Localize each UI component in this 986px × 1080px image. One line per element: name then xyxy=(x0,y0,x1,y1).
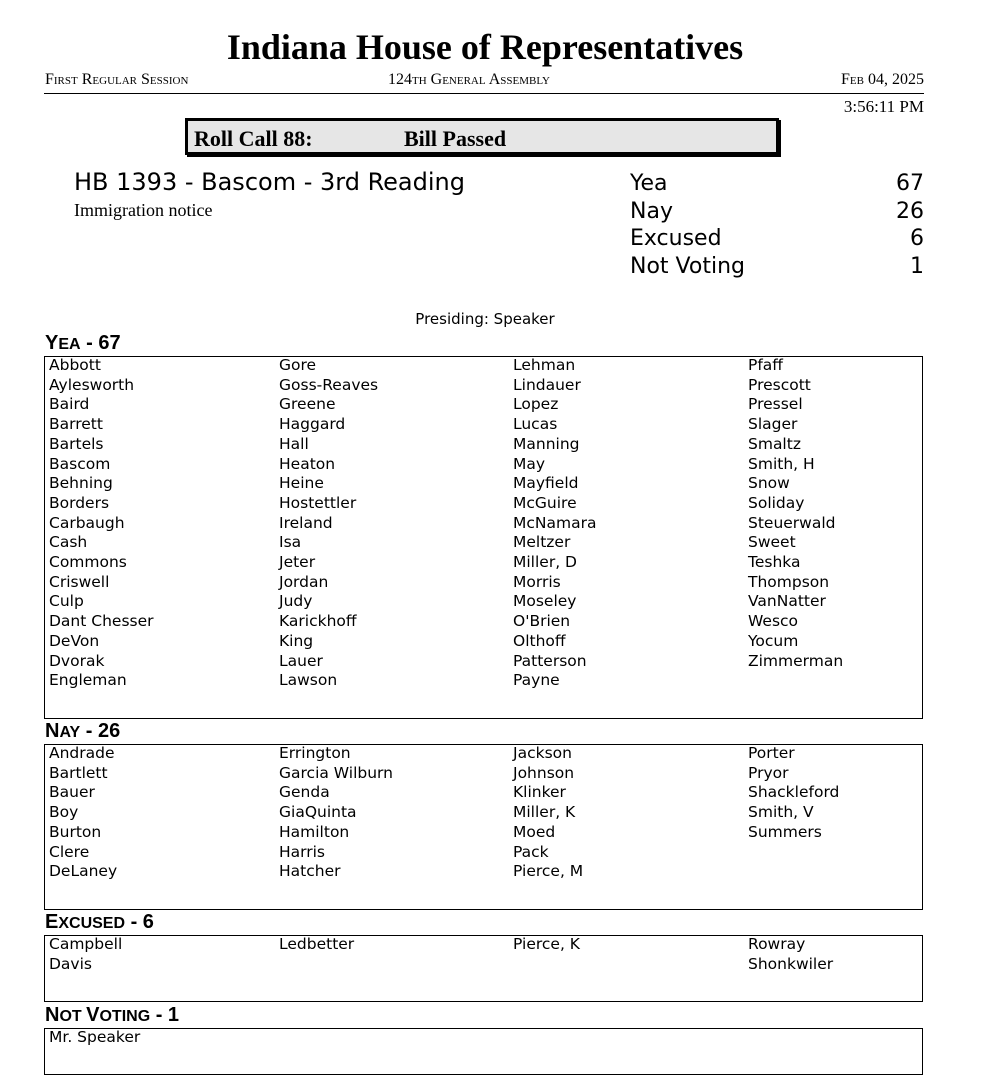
not-voting-heading xyxy=(45,1004,179,1027)
member-name: Pressel xyxy=(748,395,803,414)
member-name: Hostettler xyxy=(279,493,357,512)
tally-label-excused: Excused xyxy=(630,226,722,251)
member-name: Mayfield xyxy=(513,474,579,493)
tally-label-yea: Yea xyxy=(630,171,668,196)
excused-heading-count: - 6 xyxy=(125,911,154,933)
member-name: Lawson xyxy=(279,671,338,690)
member-name: McNamara xyxy=(513,513,597,532)
header-rule xyxy=(44,93,924,94)
member-name: Dvorak xyxy=(49,651,105,670)
member-name: Wesco xyxy=(748,612,799,631)
member-name: Patterson xyxy=(513,651,587,670)
bill-title: HB 1393 - Bascom - 3rd Reading xyxy=(74,168,465,196)
member-name: Porter xyxy=(748,744,795,762)
member-name: King xyxy=(279,631,314,650)
member-name: Lopez xyxy=(513,395,559,414)
member-name: Ledbetter xyxy=(279,935,355,953)
member-name: Bartels xyxy=(49,434,104,453)
roll-call-banner xyxy=(185,118,779,155)
member-name: DeVon xyxy=(49,631,100,650)
member-name: Goss-Reaves xyxy=(279,375,379,394)
member-name: Jackson xyxy=(513,744,572,762)
member-name: Jordan xyxy=(279,572,329,591)
member-name: Burton xyxy=(49,822,102,841)
member-name: Pierce, K xyxy=(513,935,580,953)
roll-call-result: Bill Passed xyxy=(404,126,507,151)
member-name: Lehman xyxy=(513,356,576,374)
not-voting-heading-initial-2: V xyxy=(86,1004,100,1026)
member-name: Haggard xyxy=(279,415,346,434)
member-name: Manning xyxy=(513,434,580,453)
member-name: Miller, K xyxy=(513,803,576,822)
member-name: Lucas xyxy=(513,415,558,434)
vote-date: Feb 04, 2025 xyxy=(841,71,924,88)
member-name: Pack xyxy=(513,842,549,861)
nay-heading-rest: AY xyxy=(59,724,81,741)
member-name: Yocum xyxy=(748,631,799,650)
member-name: Rowray xyxy=(748,935,806,953)
member-name: Summers xyxy=(748,822,822,841)
member-name: Prescott xyxy=(748,375,811,394)
member-name: Hall xyxy=(279,434,309,453)
member-name: Errington xyxy=(279,744,351,762)
nay-heading xyxy=(45,720,120,743)
member-name: Karickhoff xyxy=(279,612,357,631)
nay-heading-count: - 26 xyxy=(80,720,121,742)
member-name: Shonkwiler xyxy=(748,954,834,973)
member-name: Smaltz xyxy=(748,434,801,453)
member-name: Ireland xyxy=(279,513,333,532)
not-voting-heading-initial: N xyxy=(45,1004,60,1026)
member-name: Teshka xyxy=(748,553,801,571)
member-name: Campbell xyxy=(49,935,123,953)
presiding-officer: Presiding: Speaker xyxy=(415,310,555,328)
tally-value-not-voting: 1 xyxy=(910,254,924,279)
member-name: McGuire xyxy=(513,493,577,512)
member-name: Miller, D xyxy=(513,553,577,571)
member-name: Steuerwald xyxy=(748,513,836,532)
excused-heading-rest: XCUSED xyxy=(58,915,126,932)
member-name: Commons xyxy=(49,553,127,571)
member-name: Snow xyxy=(748,474,790,493)
member-name: Engleman xyxy=(49,671,127,690)
member-name: Clere xyxy=(49,842,90,861)
member-name: Pryor xyxy=(748,763,789,782)
excused-heading-initial: E xyxy=(45,911,59,933)
member-name: Heine xyxy=(279,474,324,493)
yea-heading xyxy=(45,332,121,355)
member-name: Slager xyxy=(748,415,798,434)
member-name: Garcia Wilburn xyxy=(279,763,393,782)
member-name: Dant Chesser xyxy=(49,612,154,631)
member-name: Meltzer xyxy=(513,533,571,552)
member-name: May xyxy=(513,454,546,473)
not-voting-heading-count: - 1 xyxy=(150,1004,180,1026)
member-name: Criswell xyxy=(49,572,110,591)
tally-value-yea: 67 xyxy=(896,171,924,196)
member-name: Cash xyxy=(49,533,88,552)
excused-heading xyxy=(45,911,154,934)
member-name: Lauer xyxy=(279,651,323,670)
member-name: Baird xyxy=(49,395,90,414)
bill-description: Immigration notice xyxy=(74,200,213,220)
member-name: Greene xyxy=(279,395,336,414)
member-name: Soliday xyxy=(748,493,805,512)
member-name: Olthoff xyxy=(513,631,566,650)
yea-list-box xyxy=(44,356,923,719)
member-name: Smith, H xyxy=(748,454,815,473)
assembly-label: 124th General Assembly xyxy=(388,71,550,88)
member-name: Barrett xyxy=(49,415,103,434)
member-name: Pierce, M xyxy=(513,862,584,881)
member-name: Sweet xyxy=(748,533,796,552)
member-name: Heaton xyxy=(279,454,336,473)
member-name: Bascom xyxy=(49,454,111,473)
member-name: Thompson xyxy=(748,572,830,591)
member-name: Smith, V xyxy=(748,803,814,822)
member-name: Judy xyxy=(279,592,313,611)
member-name: Harris xyxy=(279,842,326,861)
member-name: Culp xyxy=(49,592,84,611)
tally-label-not-voting: Not Voting xyxy=(630,254,745,279)
member-name: Carbaugh xyxy=(49,513,125,532)
member-name: Boy xyxy=(49,803,79,822)
member-name: Shackleford xyxy=(748,783,840,802)
member-name: Bartlett xyxy=(49,763,108,782)
session-label: First Regular Session xyxy=(45,71,189,88)
tally-value-excused: 6 xyxy=(910,226,924,251)
member-name: Mr. Speaker xyxy=(49,1028,141,1046)
not-voting-heading-rest-2: OTING xyxy=(99,1008,151,1025)
document-title: Indiana House of Representatives xyxy=(226,27,744,67)
member-name: Johnson xyxy=(513,763,575,782)
member-name: VanNatter xyxy=(748,592,826,611)
yea-heading-rest: EA xyxy=(58,336,81,353)
not-voting-heading-rest: OT xyxy=(59,1008,87,1025)
member-name: Lindauer xyxy=(513,375,581,394)
roll-call-number: Roll Call 88: xyxy=(194,126,313,151)
member-name: Jeter xyxy=(279,553,316,571)
vote-time: 3:56:11 PM xyxy=(843,97,924,116)
member-name: Genda xyxy=(279,783,330,802)
member-name: Bauer xyxy=(49,783,95,802)
yea-heading-initial: Y xyxy=(45,332,59,354)
member-name: Morris xyxy=(513,572,561,591)
member-name: Hamilton xyxy=(279,822,350,841)
member-name: Klinker xyxy=(513,783,566,802)
member-name: Abbott xyxy=(49,356,101,374)
excused-list-box xyxy=(44,935,923,1002)
member-name: Davis xyxy=(49,954,92,973)
member-name: GiaQuinta xyxy=(279,803,357,822)
member-name: Gore xyxy=(279,356,317,374)
tally-label-nay: Nay xyxy=(630,199,673,224)
member-name: Moseley xyxy=(513,592,577,611)
member-name: Andrade xyxy=(49,744,115,762)
member-name: Zimmerman xyxy=(748,651,844,670)
member-name: Payne xyxy=(513,671,560,690)
not-voting-list-box xyxy=(44,1028,923,1075)
member-name: DeLaney xyxy=(49,862,118,881)
member-name: O'Brien xyxy=(513,612,571,631)
tally-value-nay: 26 xyxy=(896,199,924,224)
member-name: Isa xyxy=(279,533,302,552)
member-name: Aylesworth xyxy=(49,375,135,394)
nay-heading-initial: N xyxy=(45,720,60,742)
member-name: Hatcher xyxy=(279,862,341,881)
member-name: Behning xyxy=(49,474,113,493)
member-name: Moed xyxy=(513,822,556,841)
nay-list-box xyxy=(44,744,923,910)
yea-heading-count: - 67 xyxy=(80,332,121,354)
member-name: Borders xyxy=(49,493,110,512)
member-name: Pfaff xyxy=(748,356,783,374)
